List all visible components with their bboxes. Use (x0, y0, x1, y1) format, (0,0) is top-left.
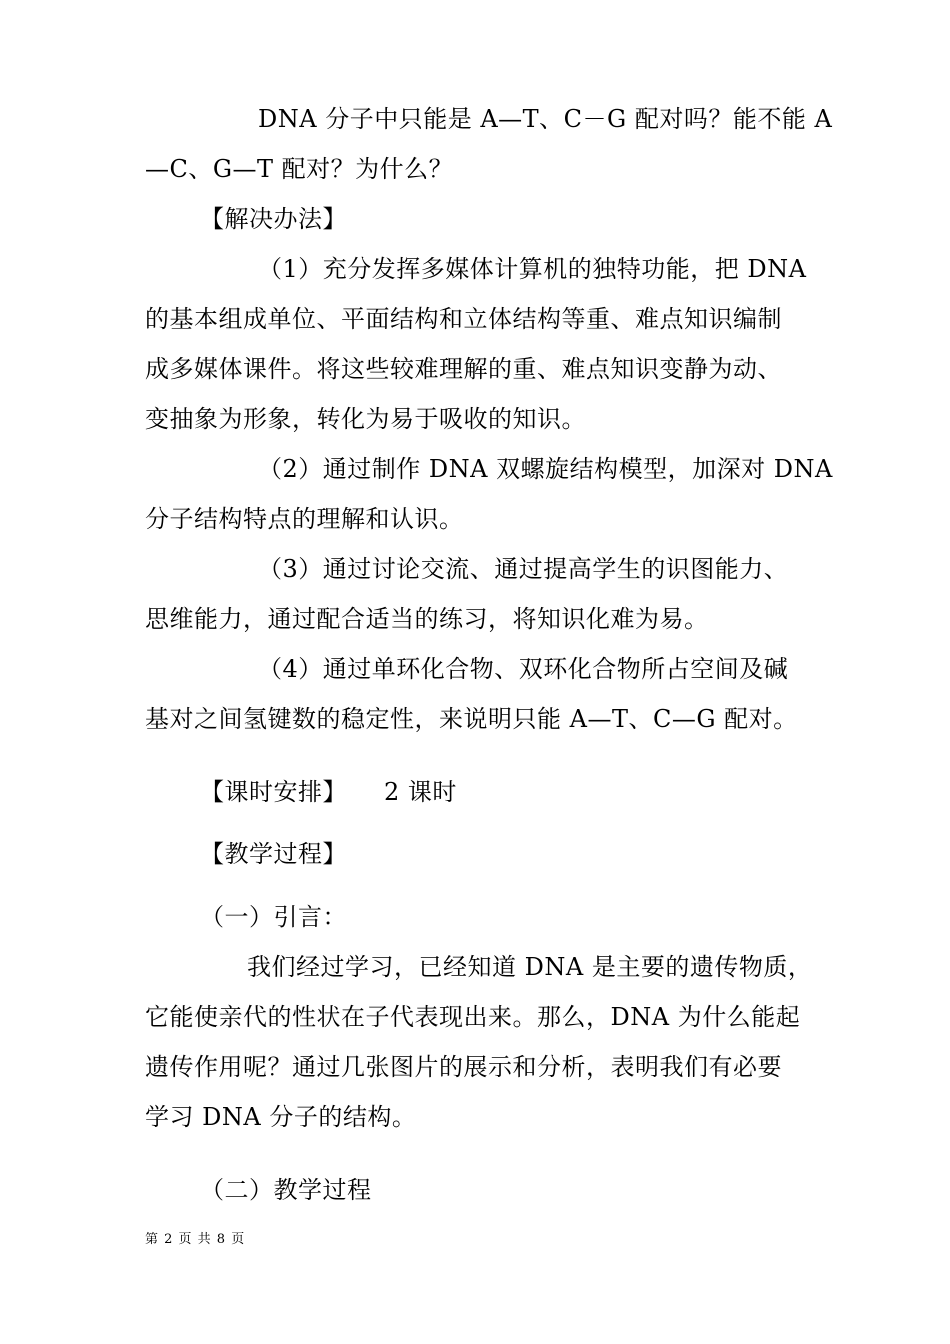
page-number: 第 2 页 共 8 页 (145, 1232, 246, 1247)
paragraph-line: （1）充分发挥多媒体计算机的独特功能，把 DNA (258, 255, 807, 283)
section-heading: 【教学过程】 (200, 840, 347, 868)
paragraph-line: 我们经过学习，已经知道 DNA 是主要的遗传物质， (247, 953, 813, 981)
paragraph-line: 分子结构特点的理解和认识。 (145, 505, 464, 533)
subsection-heading: （一）引言： (200, 903, 347, 931)
paragraph-line: 成多媒体课件。将这些较难理解的重、难点知识变静为动、 (145, 355, 782, 383)
section-heading: 【解决办法】 (200, 205, 347, 233)
paragraph-line: 变抽象为形象，转化为易于吸收的知识。 (145, 405, 586, 433)
paragraph-line: 学习 DNA 分子的结构。 (145, 1103, 417, 1131)
paragraph-line: 基对之间氢键数的稳定性，来说明只能 A—T、C—G 配对。 (145, 705, 798, 733)
paragraph-line: 的基本组成单位、平面结构和立体结构等重、难点知识编制 (145, 305, 782, 333)
paragraph-line: 思维能力，通过配合适当的练习，将知识化难为易。 (145, 605, 709, 633)
paragraph-line: 它能使亲代的性状在子代表现出来。那么，DNA 为什么能起 (145, 1003, 801, 1031)
section-heading: 【课时安排】 2 课时 (200, 778, 457, 806)
subsection-heading: （二）教学过程 (200, 1176, 372, 1204)
paragraph-line: （4）通过单环化合物、双环化合物所占空间及碱 (258, 655, 789, 683)
paragraph-line: （2）通过制作 DNA 双螺旋结构模型，加深对 DNA (258, 455, 833, 483)
paragraph-line: 遗传作用呢？通过几张图片的展示和分析，表明我们有必要 (145, 1053, 782, 1081)
paragraph-line: DNA 分子中只能是 A—T、C－G 配对吗？能不能 A (258, 105, 833, 133)
paragraph-line: —C、G—T 配对？为什么？ (145, 155, 454, 183)
paragraph-line: （3）通过讨论交流、通过提高学生的识图能力、 (258, 555, 789, 583)
